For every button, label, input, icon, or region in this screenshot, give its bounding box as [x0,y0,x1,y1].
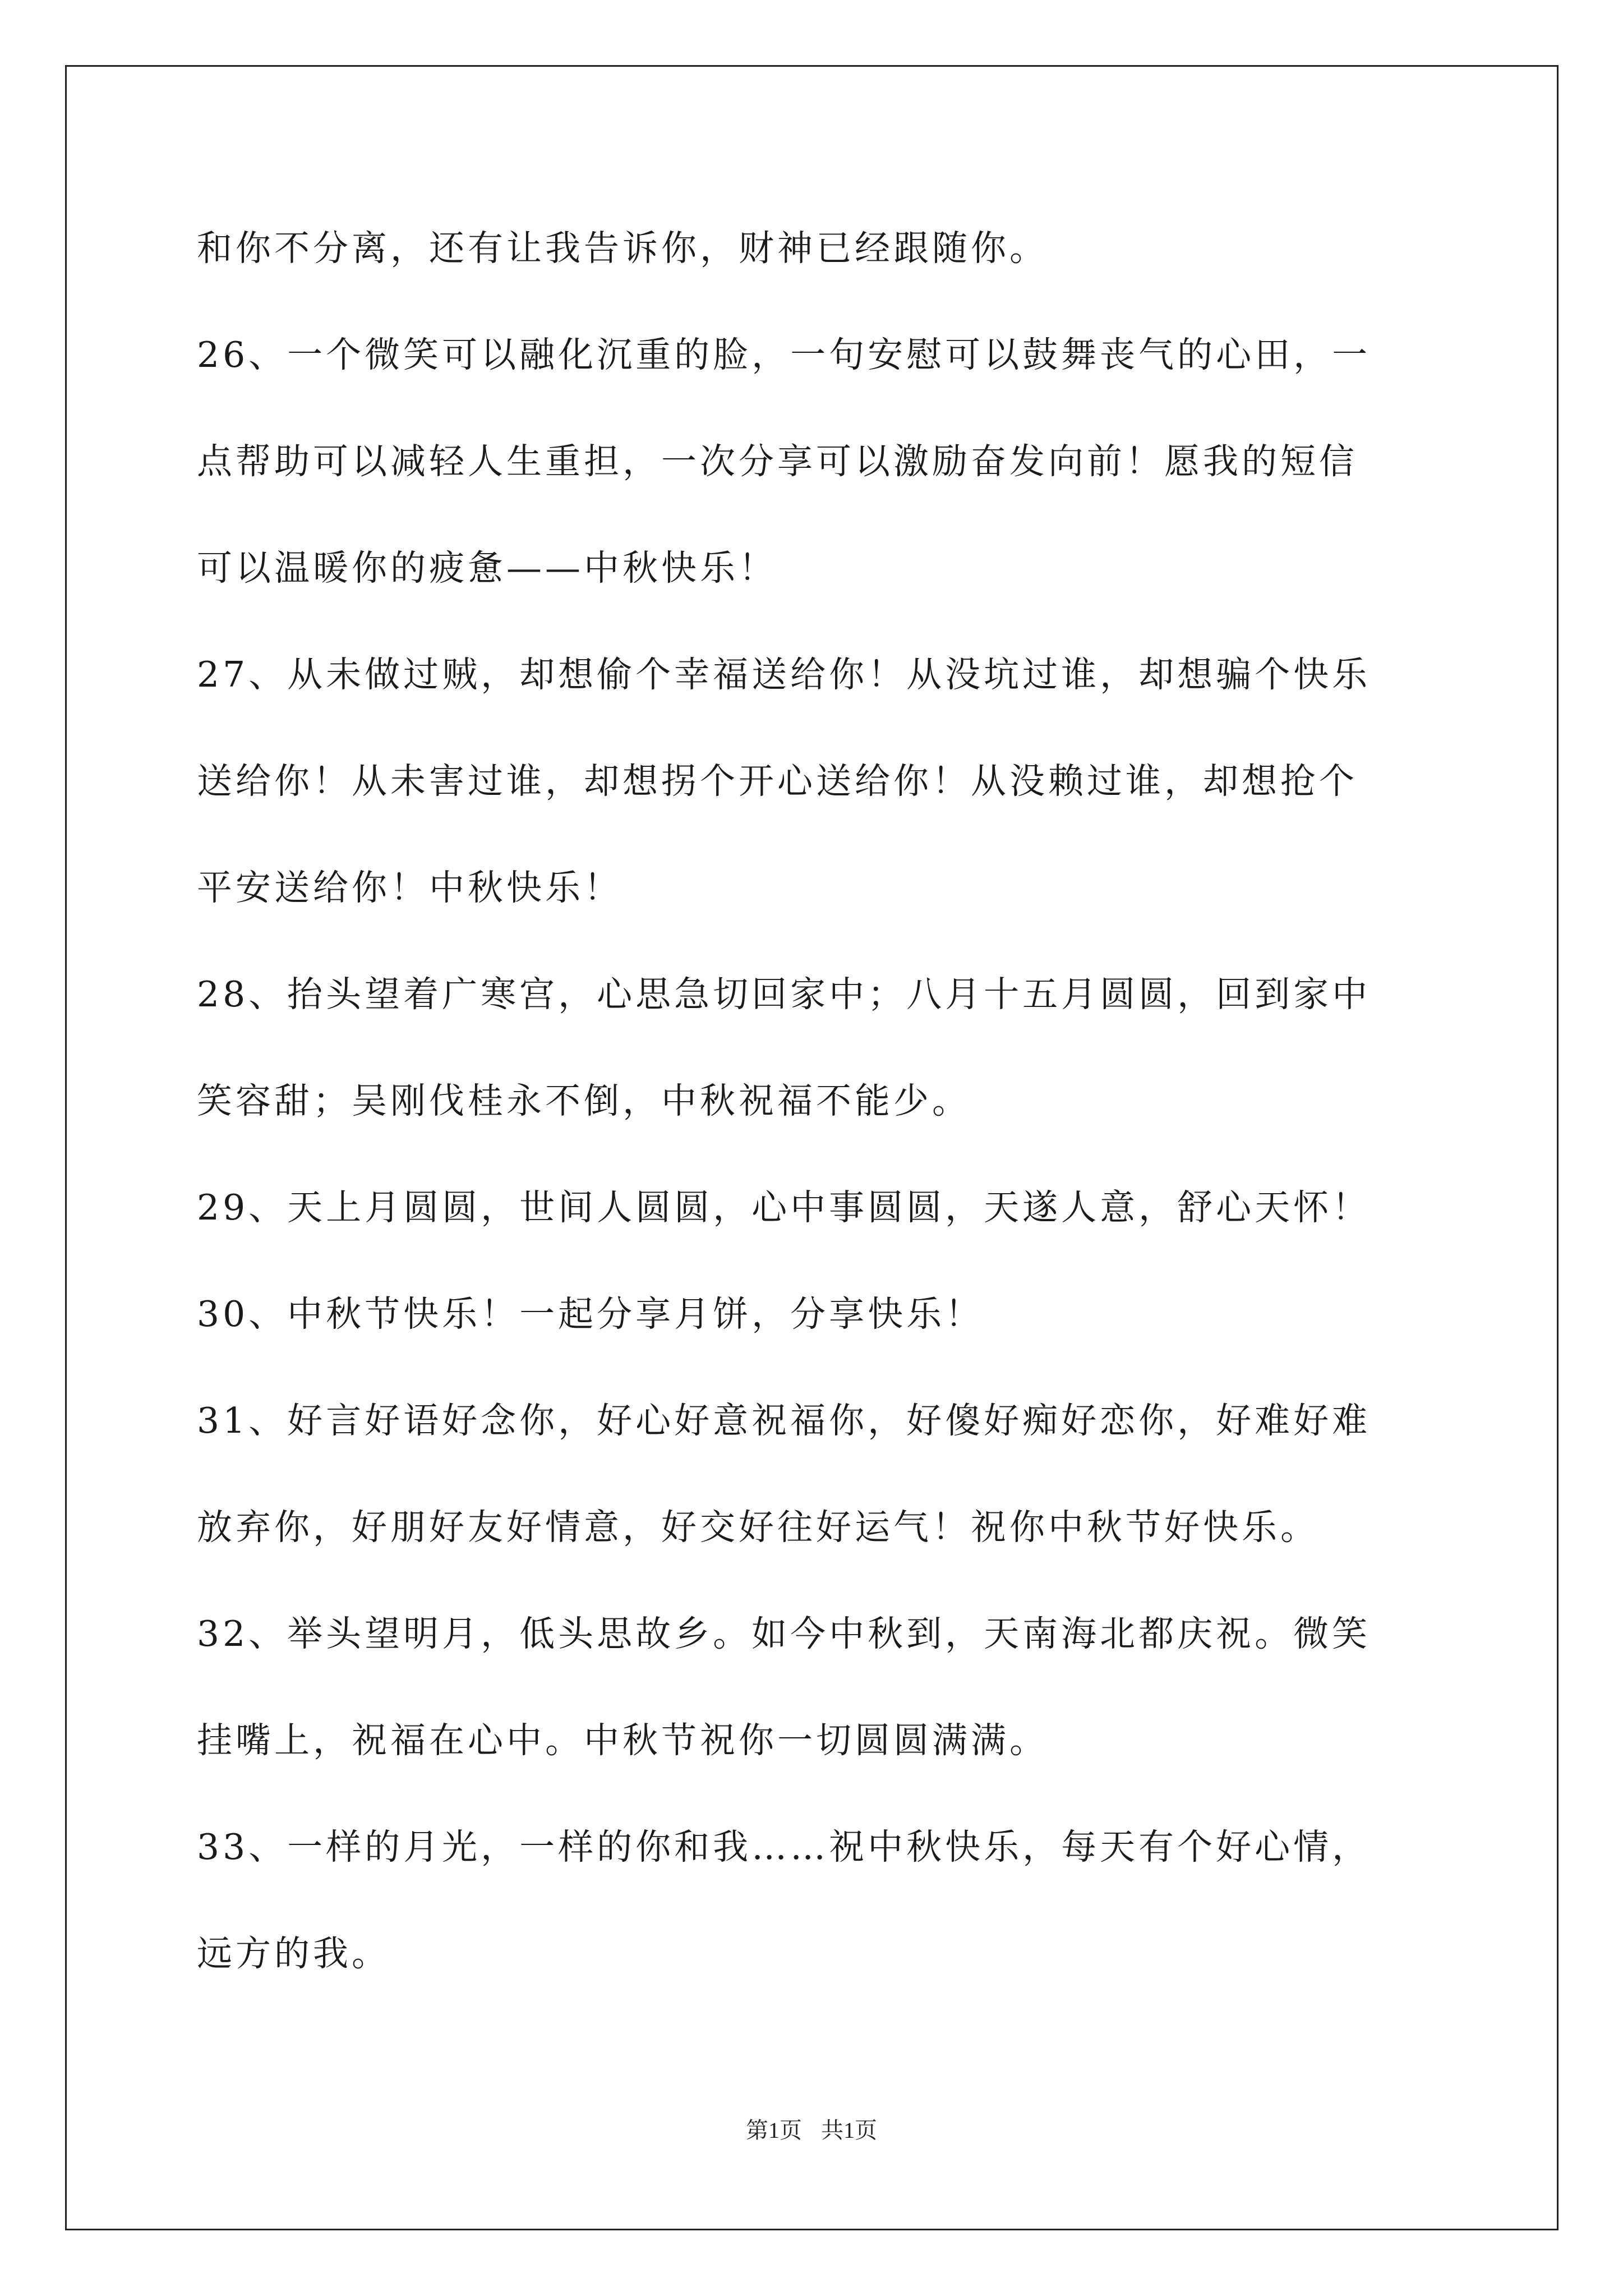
page-total: 共1页 [821,2118,877,2143]
page-number: 第1页 [746,2118,802,2143]
document-body [197,210,1431,2022]
text-line: 平安送给你！中秋快乐！ [197,867,623,908]
text-line: 29、天上月圆圆，世间人圆圆，心中事圆圆，天遂人意，舒心天怀！ [197,1187,1371,1228]
text-line: 和你不分离，还有让我告诉你，财神已经跟随你。 [197,228,1048,269]
text-line: 31、好言好语好念你，好心好意祝福你，好傻好痴好恋你，好难好难 [197,1400,1371,1441]
page-footer [0,2114,1623,2147]
text-line: 挂嘴上，祝福在心中。中秋节祝你一切圆圆满满。 [197,1720,1048,1761]
text-line: 笑容甜；吴刚伐桂永不倒，中秋祝福不能少。 [197,1080,971,1121]
text-line: 点帮助可以减轻人生重担，一次分享可以激励奋发向前！愿我的短信 [197,441,1358,482]
text-line: 26、一个微笑可以融化沉重的脸，一句安慰可以鼓舞丧气的心田，一 [197,334,1371,375]
text-line: 远方的我。 [197,1933,390,1974]
text-line: 27、从未做过贼，却想偷个幸福送给你！从没坑过谁，却想骗个快乐 [197,654,1371,695]
text-line: 30、中秋节快乐！一起分享月饼，分享快乐！ [197,1294,984,1335]
text-line: 28、抬头望着广寒宫，心思急切回家中；八月十五月圆圆，回到家中 [197,974,1371,1015]
text-line: 放弃你，好朋好友好情意，好交好往好运气！祝你中秋节好快乐。 [197,1507,1319,1548]
text-line: 33、一样的月光，一样的你和我……祝中秋快乐，每天有个好心情， [197,1826,1371,1867]
text-line: 送给你！从未害过谁，却想拐个开心送给你！从没赖过谁，却想抢个 [197,761,1358,802]
text-line: 可以温暖你的疲惫——中秋快乐！ [197,547,777,588]
text-line: 32、举头望明月，低头思故乡。如今中秋到，天南海北都庆祝。微笑 [197,1613,1371,1654]
